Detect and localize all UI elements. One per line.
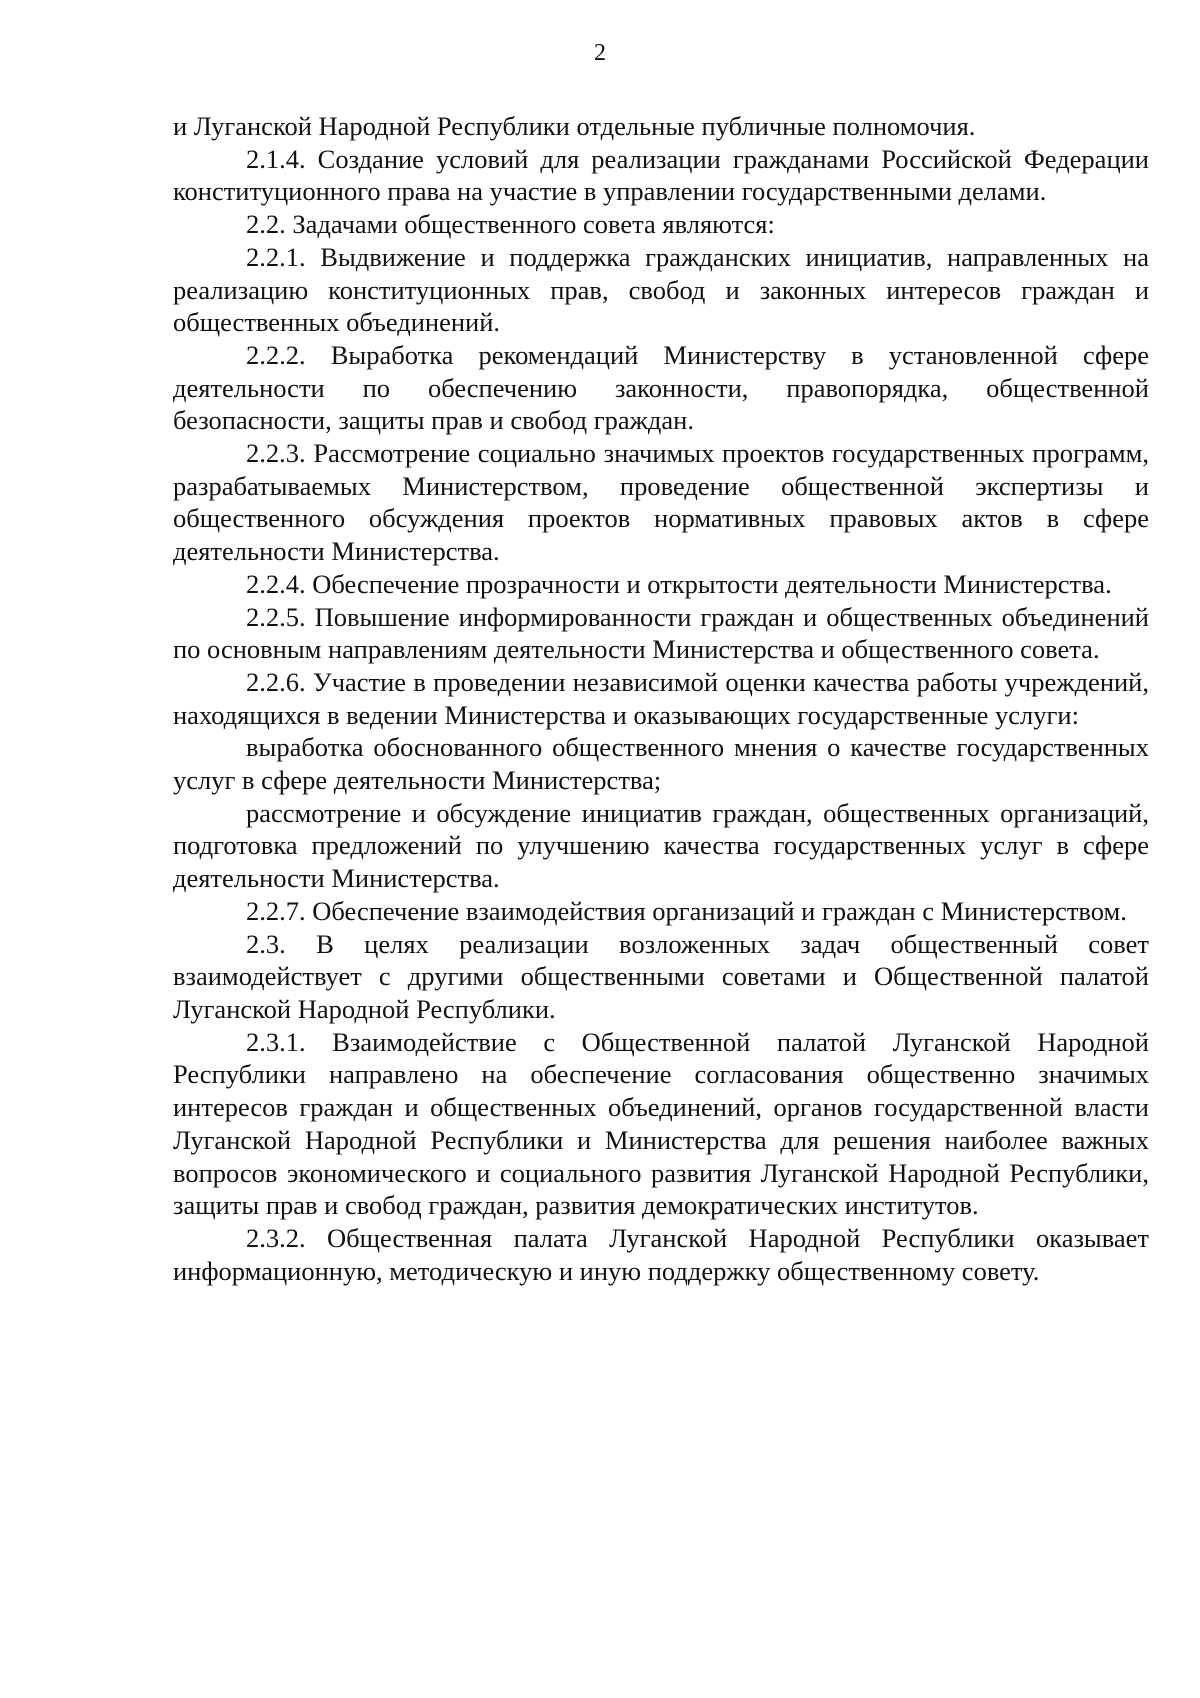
paragraph-2-2-4: 2.2.4. Обеспечение прозрачности и открытости деятельности Министерства. [246, 568, 1112, 599]
paragraph-2-2-1: 2.2.1. Выдвижение и поддержка гражданских инициатив, направленных на реализацию конституционных прав, свобод и законных интересов граждан и общественных объединений. [173, 241, 1149, 338]
paragraph-2-2: 2.2. Задачами общественного совета являются: [246, 209, 775, 240]
paragraph-2-3: 2.3. В целях реализации возложенных задач общественный совет взаимодействует с другими общественными советами и Общественной палатой Луганской Народной Республики. [173, 928, 1149, 1024]
paragraph-2-1-4: 2.1.4. Создание условий для реализации гражданами Российской Федерации конституционного права на участие в управлении государственными делами. [173, 143, 1149, 207]
paragraph-2-3-1: 2.3.1. Взаимодействие с Общественной палатой Луганской Народной Республики направлено на обеспечение согласования общественно значимых интересов граждан и общественных объединений, органов государственной власти Луганской Народной Республики и Министерства для решения наиболее важных вопросов экономического и социального развития Луганской Народной Республики, защиты прав и свобод граждан, развития демократических институтов. [173, 1026, 1149, 1221]
page-number: 2 [594, 40, 606, 66]
paragraph-2-2-7: 2.2.7. Обеспечение взаимодействия организаций и граждан с Министерством. [246, 895, 1127, 926]
paragraph-2-3-2: 2.3.2. Общественная палата Луганской Народной Республики оказывает информационную, методическую и иную поддержку общественному совету. [173, 1222, 1149, 1286]
paragraph-2-2-5: 2.2.5. Повышение информированности граждан и общественных объединений по основным направлениям деятельности Министерства и общественного совета. [173, 601, 1149, 665]
paragraph-2-2-6-item-a: выработка обоснованного общественного мнения о качестве государственных услуг в сфере деятельности Министерства; [173, 732, 1149, 796]
paragraph-2-2-2: 2.2.2. Выработка рекомендаций Министерству в установленной сфере деятельности по обеспечению законности, правопорядка, общественной безопасности, защиты прав и свобод граждан. [173, 339, 1149, 436]
document-body [173, 110, 1149, 1287]
paragraph-2-2-6: 2.2.6. Участие в проведении независимой оценки качества работы учреждений, находящихся в ведении Министерства и оказывающих государственные услуги: [173, 666, 1149, 730]
paragraph-2-2-6-item-b: рассмотрение и обсуждение инициатив граждан, общественных организаций, подготовка предложений по улучшению качества государственных услуг в сфере деятельности Министерства. [173, 797, 1149, 894]
paragraph-2-2-3: 2.2.3. Рассмотрение социально значимых проектов государственных программ, разрабатываемых Министерством, проведение общественной экспертизы и общественного обсуждения проектов нормативных правовых актов в сфере деятельности Министерства. [173, 438, 1149, 567]
paragraph-continuation: и Луганской Народной Республики отдельные публичные полномочия. [173, 111, 976, 141]
